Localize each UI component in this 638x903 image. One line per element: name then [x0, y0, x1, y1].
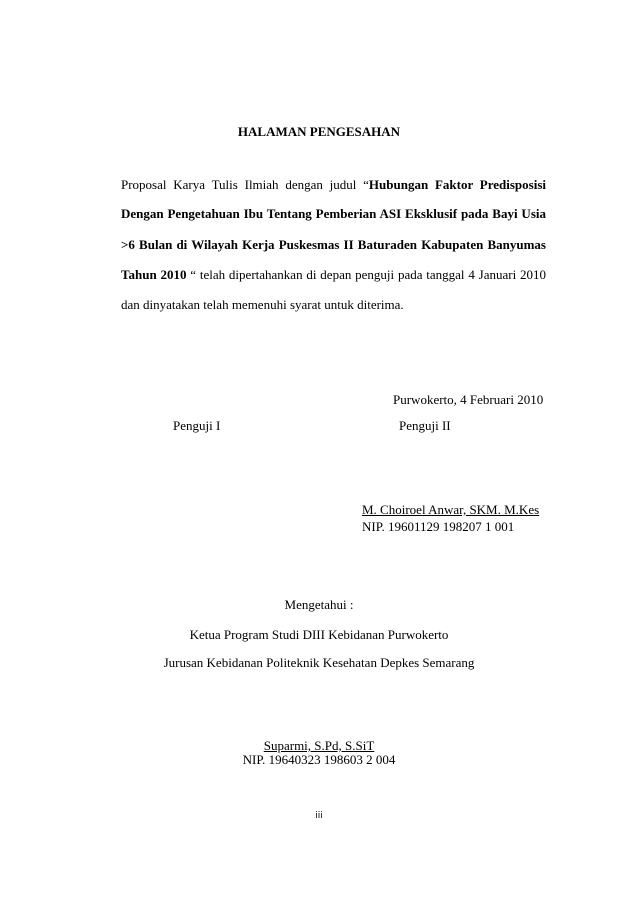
penguji-2-nip: NIP. 19601129 198207 1 001: [362, 519, 515, 534]
penguji-1-label: Penguji I: [173, 418, 221, 433]
kaprodi-title-line-1: Ketua Program Studi DIII Kebidanan Purwokerto: [189, 627, 449, 642]
kaprodi-nip: NIP. 19640323 198603 2 004: [242, 752, 396, 767]
page-number: iii: [315, 811, 323, 821]
paragraph-line-4: Tahun 2010 “ telah dipertahankan di depan penguji pada tanggal 4 Januari 2010: [121, 267, 547, 282]
mengetahui-label: Mengetahui :: [284, 597, 354, 612]
penguji-2-label: Penguji II: [399, 418, 451, 433]
kaprodi-title-line-2: Jurusan Kebidanan Politeknik Kesehatan Depkes Semarang: [163, 655, 475, 670]
page-title: HALAMAN PENGESAHAN: [237, 124, 401, 139]
kaprodi-name: Suparmi, S.Pd, S.SiT: [263, 738, 375, 753]
penguji-2-name: M. Choiroel Anwar, SKM. M.Kes: [362, 502, 540, 517]
paragraph-line-5-wrap: [121, 296, 546, 314]
paragraph-line-1: Proposal Karya Tulis Ilmiah dengan judul “Hubungan Faktor Predisposisi: [121, 177, 546, 192]
place-date: Purwokerto, 4 Februari 2010: [393, 392, 544, 407]
paragraph-line-3-wrap: [121, 236, 546, 254]
paragraph-line-2-wrap: [121, 205, 546, 223]
approval-paragraph: [121, 176, 546, 194]
paragraph-line-5: dan dinyatakan telah memenuhi syarat untuk diterima.: [121, 297, 404, 312]
paragraph-line-2: Dengan Pengetahuan Ibu Tentang Pemberian ASI Eksklusif pada Bayi Usia: [121, 206, 546, 221]
paragraph-line-3: >6 Bulan di Wilayah Kerja Puskesmas II Baturaden Kabupaten Banyumas: [121, 237, 546, 252]
paragraph-line-4-wrap: [121, 266, 546, 284]
